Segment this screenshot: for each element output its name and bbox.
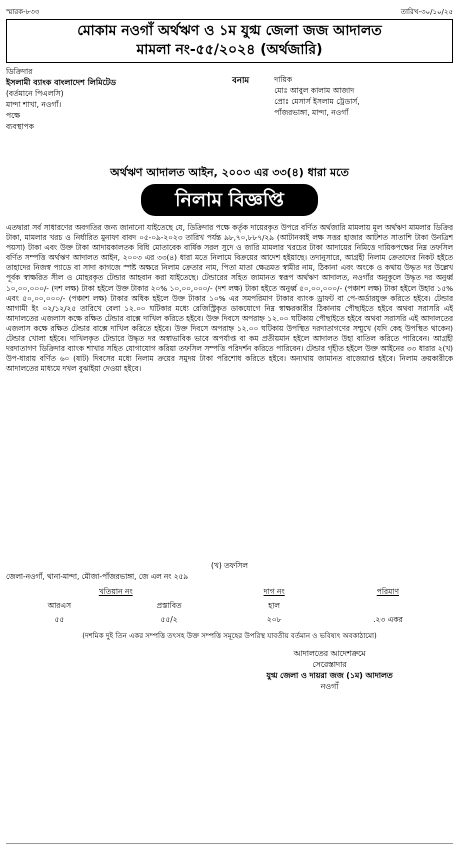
schedule-subheader-row <box>6 600 453 614</box>
decree-holder-label: ডিক্রিদার <box>6 67 33 76</box>
parties-section <box>6 66 453 162</box>
decree-holder-branch: মান্দা শাখা, নওগাঁ। <box>6 100 62 109</box>
schedule-header-row <box>6 586 453 600</box>
act-line: অর্থঋণ আদালত আইন, ২০০৩ এর ৩৩(৪) ধারা মতে <box>110 166 349 179</box>
signature-order: আদালতের আদেশক্রমে <box>293 649 366 658</box>
debtor-firm: প্রোঃ মেসার্স ইসলাম ট্রেডার্স, <box>274 97 360 106</box>
signature-place: নওগাঁ <box>320 682 339 691</box>
rs-value: ৫৫ <box>54 615 65 624</box>
bottom-rule <box>6 843 453 844</box>
banner-wrap <box>6 184 453 218</box>
rs-subheader: আরএস <box>47 601 72 610</box>
versus-label: বনাম <box>232 76 250 86</box>
court-title: মোকাম নওগাঁ অর্থঋণ ও ১ম যুগ্ম জেলা জজ আদালত <box>77 23 382 39</box>
area-subheader-empty <box>323 600 453 614</box>
area-value: .২৩ একর <box>373 615 403 624</box>
decree-holder-side: পক্ষে <box>6 111 21 120</box>
schedule-value-row <box>6 614 453 628</box>
hal-subheader: হাল <box>268 601 280 610</box>
top-line <box>6 6 453 16</box>
prostabito-subheader: প্রস্তাবিত <box>156 601 182 610</box>
debtor-name: মোঃ আবুল কালাম আজাদ <box>274 86 355 95</box>
schedule-location: জেলা-নওগাঁ, থানা-মান্দা, মৌজা-পাঁজরভাঙ্গা, জে এল নং ২৫৯ <box>6 572 188 581</box>
signature-role: সেরেস্তাদার <box>312 660 347 669</box>
dag-header: দাগ নং <box>263 587 285 596</box>
signature-court: যুগ্ম জেলা ও দায়রা জজ (১ম) আদালত <box>266 671 393 680</box>
debtor-block <box>274 66 453 162</box>
decree-holder-rep: ব্যবস্থাপক <box>6 122 35 131</box>
decree-holder-name: ইসলামী ব্যাংক বাংলাদেশ লিমিটেড <box>6 78 117 87</box>
memo-number: স্মারক-৮৩৩ <box>6 8 40 16</box>
area-header: পরিমাণ <box>376 587 400 596</box>
schedule-note: (দশমিক দুই তিন একর সম্পত্তি তৎসহ উক্ত সম্পত্তি সমূহের উপরিস্থ যাবতীয় বর্তমান ও ভবিষ্যৎ অবকাঠামো) <box>82 632 377 640</box>
notice-body: এতদ্বারা সর্ব সাধারণের অবগতির জন্য জানানো যাইতেছে যে, ডিক্রিদার পক্ষে কর্তৃক দায়েরকৃত উপরে বর্ণিত অর্থজারি মামলায় মূল অর্থঋণ মামলার ডিক্রির টাকা, মামলার খরচ ও নির্ধারিত মুনাফা বাবদ ০৫-০৯-২০২৩ তারিখ পর্যন্ত ৯৮,৭০,৮৮৭/২৯ (আটানব্বই লক্ষ সত্তর হাজার আটশত সাতাশি টাকা উনত্রিশ পয়সা) টাকা এবং উক্ত টাকা আদায়কালতক বিধি মোতাবেক বার্ষিক সরল সুদে ও জারি মামলার খরচের টাকা আদায়ের নিমিত্তে দায়িকপক্ষের নিম্ন তফসিল বর্ণিত সম্পত্তি অর্থঋণ আদালত আইন, ২০০৩ এর ৩৩(৪) ধারা মতে নিলামে বিক্রয়ের আদেশ হইয়াছে। তদানুসারে, আগ্রহী নিলাম ক্রেতাদের নিকট হইতে তাহাদের নিজস্ব প্যাডে বা সাদা কাগজে স্পষ্ট অক্ষরে নিলাম ক্রেতার নাম, পিতা মাতা ক্ষেত্রমত স্বামীর নাম, ঠিকানা এবং অংকে ও কথায় উদ্ধৃত দর উল্লেখ পূর্বক স্বাক্ষরিত সীল ও মোহরকৃত টেন্ডার আহবান করা যাইতেছে। টেন্ডারের সহিত জামানত স্বরূপ অর্থঋণ আদালত, নওগাঁর অনুকূলে উদ্ধৃত দর অনুর্ধ্ব ১০,০০,০০০/- (দশ লক্ষ) টাকা হইলে উক্ত টাকার ২০% ১০,০০,০০০/- (দশ লক্ষ) টাকা হইতে অনুর্ধ্ব ৫০,০০,০০০/- (পঞ্চাশ লক্ষ) টাকা হইলে উহার ১৫% এবং ৫০,০০,০০০/- (পঞ্চাশ লক্ষ) টাকার অধিক হইলে উক্ত টাকার ১০% এর সমপরিমাণ টাকার ব্যাংক ড্রাফট বা পে-অর্ডারযুক্ত করিতে হইবে। টেন্ডার আগামী ইং ০২/১২/২৫ তারিখে বেলা ১২.০০ ঘটিকার মধ্যে রেজিস্ট্রিকৃত ডাকযোগে নিম্ন স্বাক্ষরকারীর ঠিকানায় পৌছাইতে হইবে অথবা সরাসরি এই আদালতের এজলাস কক্ষে রক্ষিত টেন্ডার বাক্সে দাখিল করিতে হইবে। উক্ত দিবসে অপরাহ্ন ১২.০০ ঘটিকায় পৌছাইতে হইবে অথবা সরাসরি এই আদালতের এজলাস কক্ষে রক্ষিত টেন্ডার বাক্সে দাখিল করিতে হইবে। উক্ত দিবসে অপরাহ্ন ১২.০০ ঘটিকায় উপস্থিত দরদাতাগণের সম্মুখে (যদি কেহ উপস্থিত থাকেন) টেন্ডার খোলা হইবে। দাখিলকৃত টেন্ডারে উদ্ধৃত দর অস্বাভাবিক ভাবে অপর্যাপ্ত বা কম প্রতীয়মান হইলে আদালত উহা বাতিল করিতে পারিবেন। আগ্রহী দরদাতাগণ ডিক্রিদার ব্যাংক শাখার সহিত যোগাযোগ করিয়া তফসিল সম্পত্তি পরিদর্শন করিতে পারিবেন। টেন্ডার গৃহীত হইলে উক্ত আইনের ৩৩ ধারার ২(খ) উপ-ধারায় বর্ণিত ৬০ (ষাট) দিবসের মধ্যে নিলাম ক্রয়ের সমুদয় টাকা পরিশোধ করিতে হইবে। অন্যথায় জামানত বাজেয়াপ্ত হইবে। নিলাম ক্রয়কারীকে আদালতের মাধ্যমে দখল বুঝাইয়া দেওয়া হইবে। <box>6 223 453 374</box>
signature-block <box>206 648 453 692</box>
case-number: মামলা নং-৫৫/২০২৪ (অর্থজারি) <box>136 42 323 58</box>
hal-value: ২০৮ <box>266 615 282 624</box>
court-header-box <box>6 19 453 63</box>
decree-holder-block <box>6 66 207 162</box>
schedule-title: (খ) তফসিল <box>211 561 248 570</box>
schedule-table <box>6 586 453 628</box>
decree-holder-now: (বর্তমানে পিএলসি) <box>6 89 64 98</box>
auction-notice-banner: নিলাম বিজ্ঞপ্তি <box>141 184 318 216</box>
prostabito-value: ৫৫/২ <box>160 615 178 624</box>
debtor-address: পাঁজরভাঙ্গা, মান্দা, নওগাঁ <box>274 108 349 117</box>
khatian-header: খতিয়ান নং <box>98 587 133 596</box>
notice-date: তারিখ-৩০/১০/২৫ <box>400 8 453 16</box>
debtor-label: দায়িক <box>274 75 293 84</box>
